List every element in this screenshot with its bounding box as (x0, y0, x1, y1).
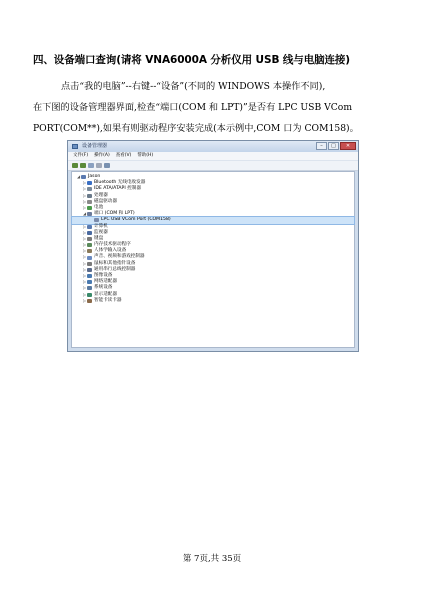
monitor-icon (87, 231, 92, 235)
usb-controller-icon (87, 268, 92, 272)
tree-node-label: IDE ATA/ATAPI 控制器 (94, 186, 141, 192)
smartcard-icon (87, 299, 92, 303)
back-icon[interactable] (72, 163, 78, 168)
expand-icon[interactable]: ▷ (82, 198, 87, 204)
window-title: 设备管理器 (82, 143, 108, 149)
expand-icon[interactable]: ▷ (82, 192, 87, 198)
expand-icon[interactable]: ▷ (82, 273, 87, 278)
bluetooth-icon (87, 181, 92, 185)
scan-hardware-icon[interactable] (96, 163, 102, 168)
tree-root-label: Jason (88, 174, 101, 179)
window-controls (316, 142, 356, 150)
section-heading: 四、设备端口查询(请将 VNA6000A 分析仪用 USB 线与电脑连接) (33, 54, 351, 66)
device-tree (71, 171, 355, 348)
tree-node-label: 显示适配器 (94, 291, 117, 297)
tree-node-label: 端口 (COM 和 LPT) (94, 211, 135, 217)
toolbar (68, 161, 358, 171)
expand-icon[interactable]: ▷ (82, 242, 87, 248)
tree-node-label: 监视器 (94, 229, 108, 235)
expand-icon[interactable]: ▷ (82, 285, 87, 291)
tree-node-label: 人体学输入设备 (94, 248, 127, 254)
tree-node-label: 处理器 (94, 192, 108, 198)
help-icon[interactable] (104, 163, 110, 168)
tree-node-label: LPC USB VCom Port (COM158) (101, 217, 171, 223)
window-titlebar[interactable] (68, 141, 358, 152)
usb-port-icon (94, 218, 99, 222)
tree-node-label: 磁盘驱动器 (94, 198, 117, 204)
close-button[interactable]: ✕ (340, 142, 356, 150)
menu-help[interactable]: 帮助(H) (137, 153, 154, 158)
tree-node[interactable] (72, 298, 354, 304)
expand-icon[interactable]: ▷ (82, 291, 87, 297)
device-manager-window (67, 140, 359, 352)
cpu-icon (87, 194, 92, 198)
paragraph-line-3: PORT(COM**),如果有则驱动程序安装完成(本示例中,COM 口为 COM158)。 (33, 123, 359, 134)
tree-node-label: 内存技术驱动程序 (94, 242, 131, 248)
network-icon (87, 280, 92, 284)
port-icon (87, 212, 92, 216)
disk-icon (87, 200, 92, 204)
tree-node-label: 通用串行总线控制器 (94, 266, 136, 272)
keyboard-icon (87, 237, 92, 241)
hid-icon (87, 249, 92, 253)
tree-node-label: 键盘 (94, 235, 104, 241)
page-footer: 第 7页,共 35页 (182, 554, 242, 564)
forward-icon[interactable] (80, 163, 86, 168)
tree-node-label: 计算机 (94, 223, 108, 229)
collapse-icon[interactable]: ◢ (76, 174, 81, 179)
tree-node-label: 系统设备 (94, 285, 113, 291)
expand-icon[interactable]: ▷ (82, 297, 87, 303)
expand-icon[interactable]: ▷ (82, 186, 87, 192)
memory-icon (87, 243, 92, 247)
tree-node-label: 图像设备 (94, 273, 113, 278)
computer-icon (81, 175, 86, 179)
expand-icon[interactable]: ▷ (82, 266, 87, 272)
sound-icon (87, 256, 92, 260)
paragraph-line-1: 点击“我的电脑”--右键--“设备”(不同的 WINDOWS 本操作不同), (61, 81, 326, 92)
battery-icon (87, 206, 92, 210)
expand-icon[interactable]: ▷ (82, 254, 87, 260)
mouse-icon (87, 262, 92, 266)
paragraph-line-2: 在下图的设备管理器界面,检查“端口(COM 和 LPT)”是否有 LPC USB VCom (33, 102, 353, 113)
expand-icon[interactable]: ▷ (82, 180, 87, 186)
device-manager-icon (72, 144, 78, 149)
menu-file[interactable]: 文件(F) (73, 153, 89, 158)
tree-node-label: 声音、视频和游戏控制器 (94, 254, 145, 260)
maximize-button[interactable]: □ (328, 142, 339, 150)
collapse-icon[interactable]: ◢ (82, 211, 87, 217)
tree-node-label: 电池 (94, 204, 104, 210)
computer-icon (87, 225, 92, 229)
expand-icon[interactable]: ▷ (82, 235, 87, 241)
tree-node-label: 网络适配器 (94, 279, 117, 285)
system-icon (87, 286, 92, 290)
expand-icon[interactable]: ▷ (82, 229, 87, 235)
tree-node-label: 智能卡读卡器 (94, 297, 122, 303)
tree-node-label: 鼠标和其他指针设备 (94, 260, 136, 266)
minimize-button[interactable]: – (316, 142, 327, 150)
menu-bar (68, 152, 358, 161)
display-icon (87, 293, 92, 297)
expand-icon[interactable]: ▷ (82, 223, 87, 229)
menu-action[interactable]: 操作(A) (94, 153, 110, 158)
ide-controller-icon (87, 187, 92, 191)
expand-icon[interactable]: ▷ (82, 279, 87, 285)
properties-icon[interactable] (88, 163, 94, 168)
expand-icon[interactable]: ▷ (82, 260, 87, 266)
expand-icon[interactable]: ▷ (82, 248, 87, 254)
instruction-paragraph (33, 76, 395, 139)
expand-icon[interactable]: ▷ (82, 204, 87, 210)
camera-icon (87, 274, 92, 278)
menu-view[interactable]: 查看(V) (115, 153, 132, 158)
tree-node-label: Bluetooth 无线电收发器 (94, 180, 146, 186)
